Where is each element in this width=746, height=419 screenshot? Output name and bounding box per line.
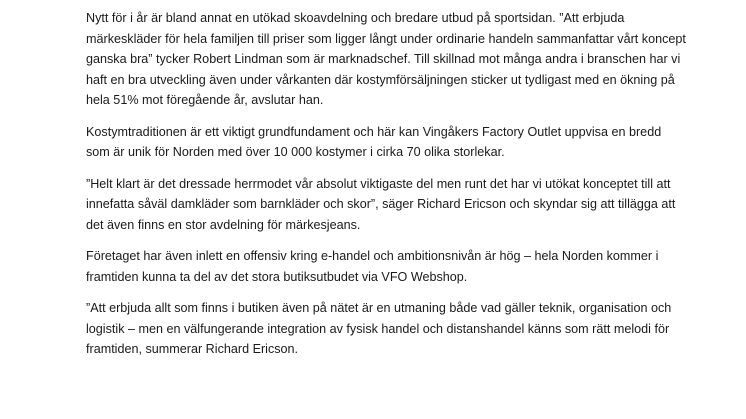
paragraph-1: Nytt för i år är bland annat en utökad skoavdelning och bredare utbud på sportsidan. ”Att erbjuda märkeskläder för hela familjen till priser som ligger långt under ordinarie handeln sammanfattar vårt koncept ganska bra” tycker Robert Lindman som är marknadschef. Till skillnad mot många andra i branschen har vi haft en bra utveckling även under vårkanten där kostymförsäljningen sticker ut tydligast med en ökning på hela 51% mot föregående år, avslutar han. bbox=[86, 11, 686, 107]
paragraph-5: ”Att erbjuda allt som finns i butiken även på nätet är en utmaning både vad gäller teknik, organisation och logistik – men en välfungerande integration av fysisk handel och distanshandel känns som rätt melodi för framtiden, summerar Richard Ericson. bbox=[86, 301, 672, 356]
document-body bbox=[86, 8, 686, 371]
paragraph-2: Kostymtraditionen är ett viktigt grundfundament och här kan Vingåkers Factory Outlet uppvisa en bredd som är unik för Norden med över 10 000 kostymer i cirka 70 olika storlekar. bbox=[86, 124, 662, 159]
paragraph-3: ”Helt klart är det dressade herrmodet vår absolut viktigaste del men runt det har vi utökat konceptet till att innefatta såväl damkläder som barnkläder och skor”, säger Richard Ericson och skyndar sig att tillägga att det även finns en stor avdelning för märkesjeans. bbox=[86, 176, 676, 232]
paragraph-4: Företaget har även inlett en offensiv kring e-handel och ambitionsnivån är hög – hela Norden kommer i framtiden kunna ta del av det stora butiksutbudet via VFO Webshop. bbox=[86, 249, 659, 284]
